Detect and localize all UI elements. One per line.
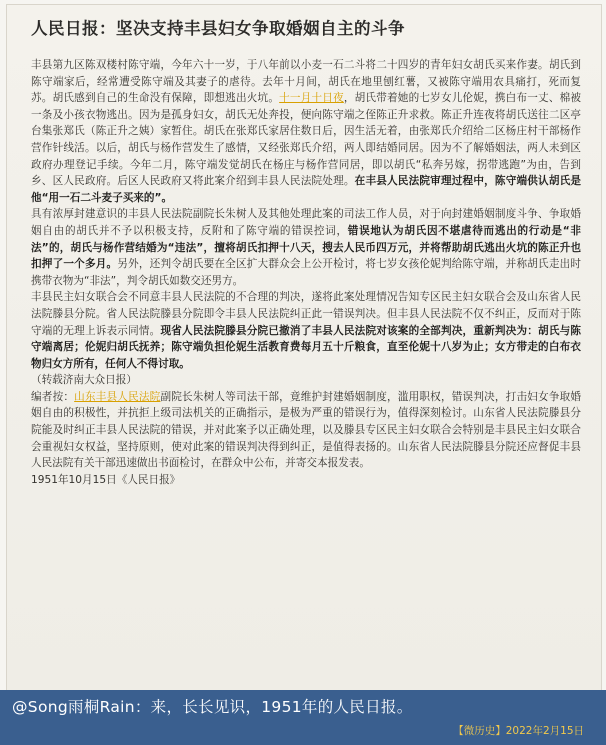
p1-bold: 在丰县人民法院审理过程中，陈守端供认胡氏是他“用一石二斗麦子买来的”。 [31, 175, 582, 204]
headline: 人民日报：坚决支持丰县妇女争取婚姻自主的斗争 [31, 19, 405, 38]
p3-text-a: 丰县民主妇女联合会不同意丰县人民法院的不合理的判决，遂将此案处理情况告知专区民主妇女联合会及山东省人民法院滕县分院。省人民法院滕县分院即令丰县人民法院纠正此一错误判决。但丰县人民法院不仅不纠正，反而对于陈守端的无理上诉表示同情。 [31, 291, 581, 337]
paragraph-3 [31, 289, 581, 372]
paragraph-2 [31, 206, 581, 289]
p2-text-a: 具有浓厚封建意识的丰县人民法院副院长朱树人及其他处理此案的司法工作人员，对于向封建婚姻制度斗争、争取婚姻自由的胡氏并不予以积极支持，反附和了陈守端的错误控词， [31, 208, 581, 237]
dateline: 1951年10月15日《人民日报》 [31, 473, 181, 486]
date-highlight[interactable]: 十一月十日夜 [279, 92, 344, 105]
editor-note [31, 389, 581, 472]
editor-prefix: 编者按： [31, 390, 75, 403]
source-tag: 【微历史】2022年2月15日 [453, 725, 584, 737]
p1-text-b: ，胡氏带着她的七岁女儿伦妮，携白布一丈、棉被一条及小孩衣物逃出。因为是孤身妇女，胡氏无处奔投，便向陈守端之侄陈正升求救。陈正升连夜将胡氏送往二区亭台集张郑氏（陈正升之姨）家暂住。胡氏在张郑氏家居住数日后，因生活无着，由张郑氏介绍给二区杨庄村干部杨作营作针线活。以后，胡氏与杨作营发生了感情，又经张郑氏介绍，两人即结婚同居。因为不了解婚姻法，两人未到区政府办理登记手续。今年二月，陈守端发觉胡氏在杨庄与杨作营同居，即以胡氏“私奔另嫁，拐带逃跑”为由，告到乡、区人民政府。后区人民政府又将此案介绍到丰县人民法院处理。 [31, 92, 582, 188]
editor-text: 副院长朱树人等司法干部，竟维护封建婚姻制度，滥用职权，错误判决，打击妇女争取婚姻自由的积极性，并抗拒上级司法机关的正确指示，是极为严重的错误行为，值得深刻检讨。山东省人民法院滕县分院能及时纠正丰县人民法院的错误，并对此案予以正确处理，以及滕县专区民主妇女联合会特别是丰县民主妇女联合会重视妇女权益，坚持原则，使对此案的错误判决得到纠正，是值得表扬的。山东省人民法院滕县分院还应督促丰县人民法院有关干部迅速做出书面检讨，在群众中公布，并寄交本报发表。 [31, 390, 582, 470]
p1-text-a: 丰县第九区陈双楼村陈守端，今年六十一岁，于八年前以小麦一石二斗将二十四岁的青年妇女胡氏买来作妻。胡氏到陈守端家后，经常遭受陈守端及其妻子的虐待。去年十月间，胡氏在地里刨红薯，又被陈守端用农具痛打，死而复苏。胡氏感到自己的生命没有保障，即想逃出火坑。 [31, 59, 581, 105]
court-link[interactable]: 山东丰县人民法院 [74, 390, 161, 403]
reprint-note: （转载济南大众日报） [31, 374, 137, 387]
paragraph-1 [31, 57, 581, 206]
newspaper-clipping [6, 4, 602, 694]
weibo-caption: @Song雨桐Rain：来，长长见识，1951年的人民日报。 [12, 698, 413, 716]
p2-text-b: 另外，还判令胡氏要在全区扩大群众会上公开检讨，将七岁女孩伦妮判给陈守端，并称胡氏走出时携带衣物为“非法”，判令胡氏如数交还男方。 [31, 258, 582, 287]
p2-bold: 错误地认为胡氏因不堪虐待而逃出的行动是“非法”的，胡氏与杨作营结婚为“违法”，擅将胡氏扣押十八天，搜去人民币四万元，并将帮助胡氏逃出火坑的陈正升也扣押了一个多月。 [31, 224, 581, 271]
p3-bold: 现省人民法院滕县分院已撤消了丰县人民法院对该案的全部判决，重新判决为：胡氏与陈守端离居；伦妮归胡氏抚养；陈守端负担伦妮生活教育费每月五十斤粮食，直至伦妮十八岁为止；女方带走的白布衣物归女方所有，任何人不得讨取。 [31, 324, 582, 370]
caption-bar [0, 690, 606, 745]
article-body [31, 57, 581, 488]
